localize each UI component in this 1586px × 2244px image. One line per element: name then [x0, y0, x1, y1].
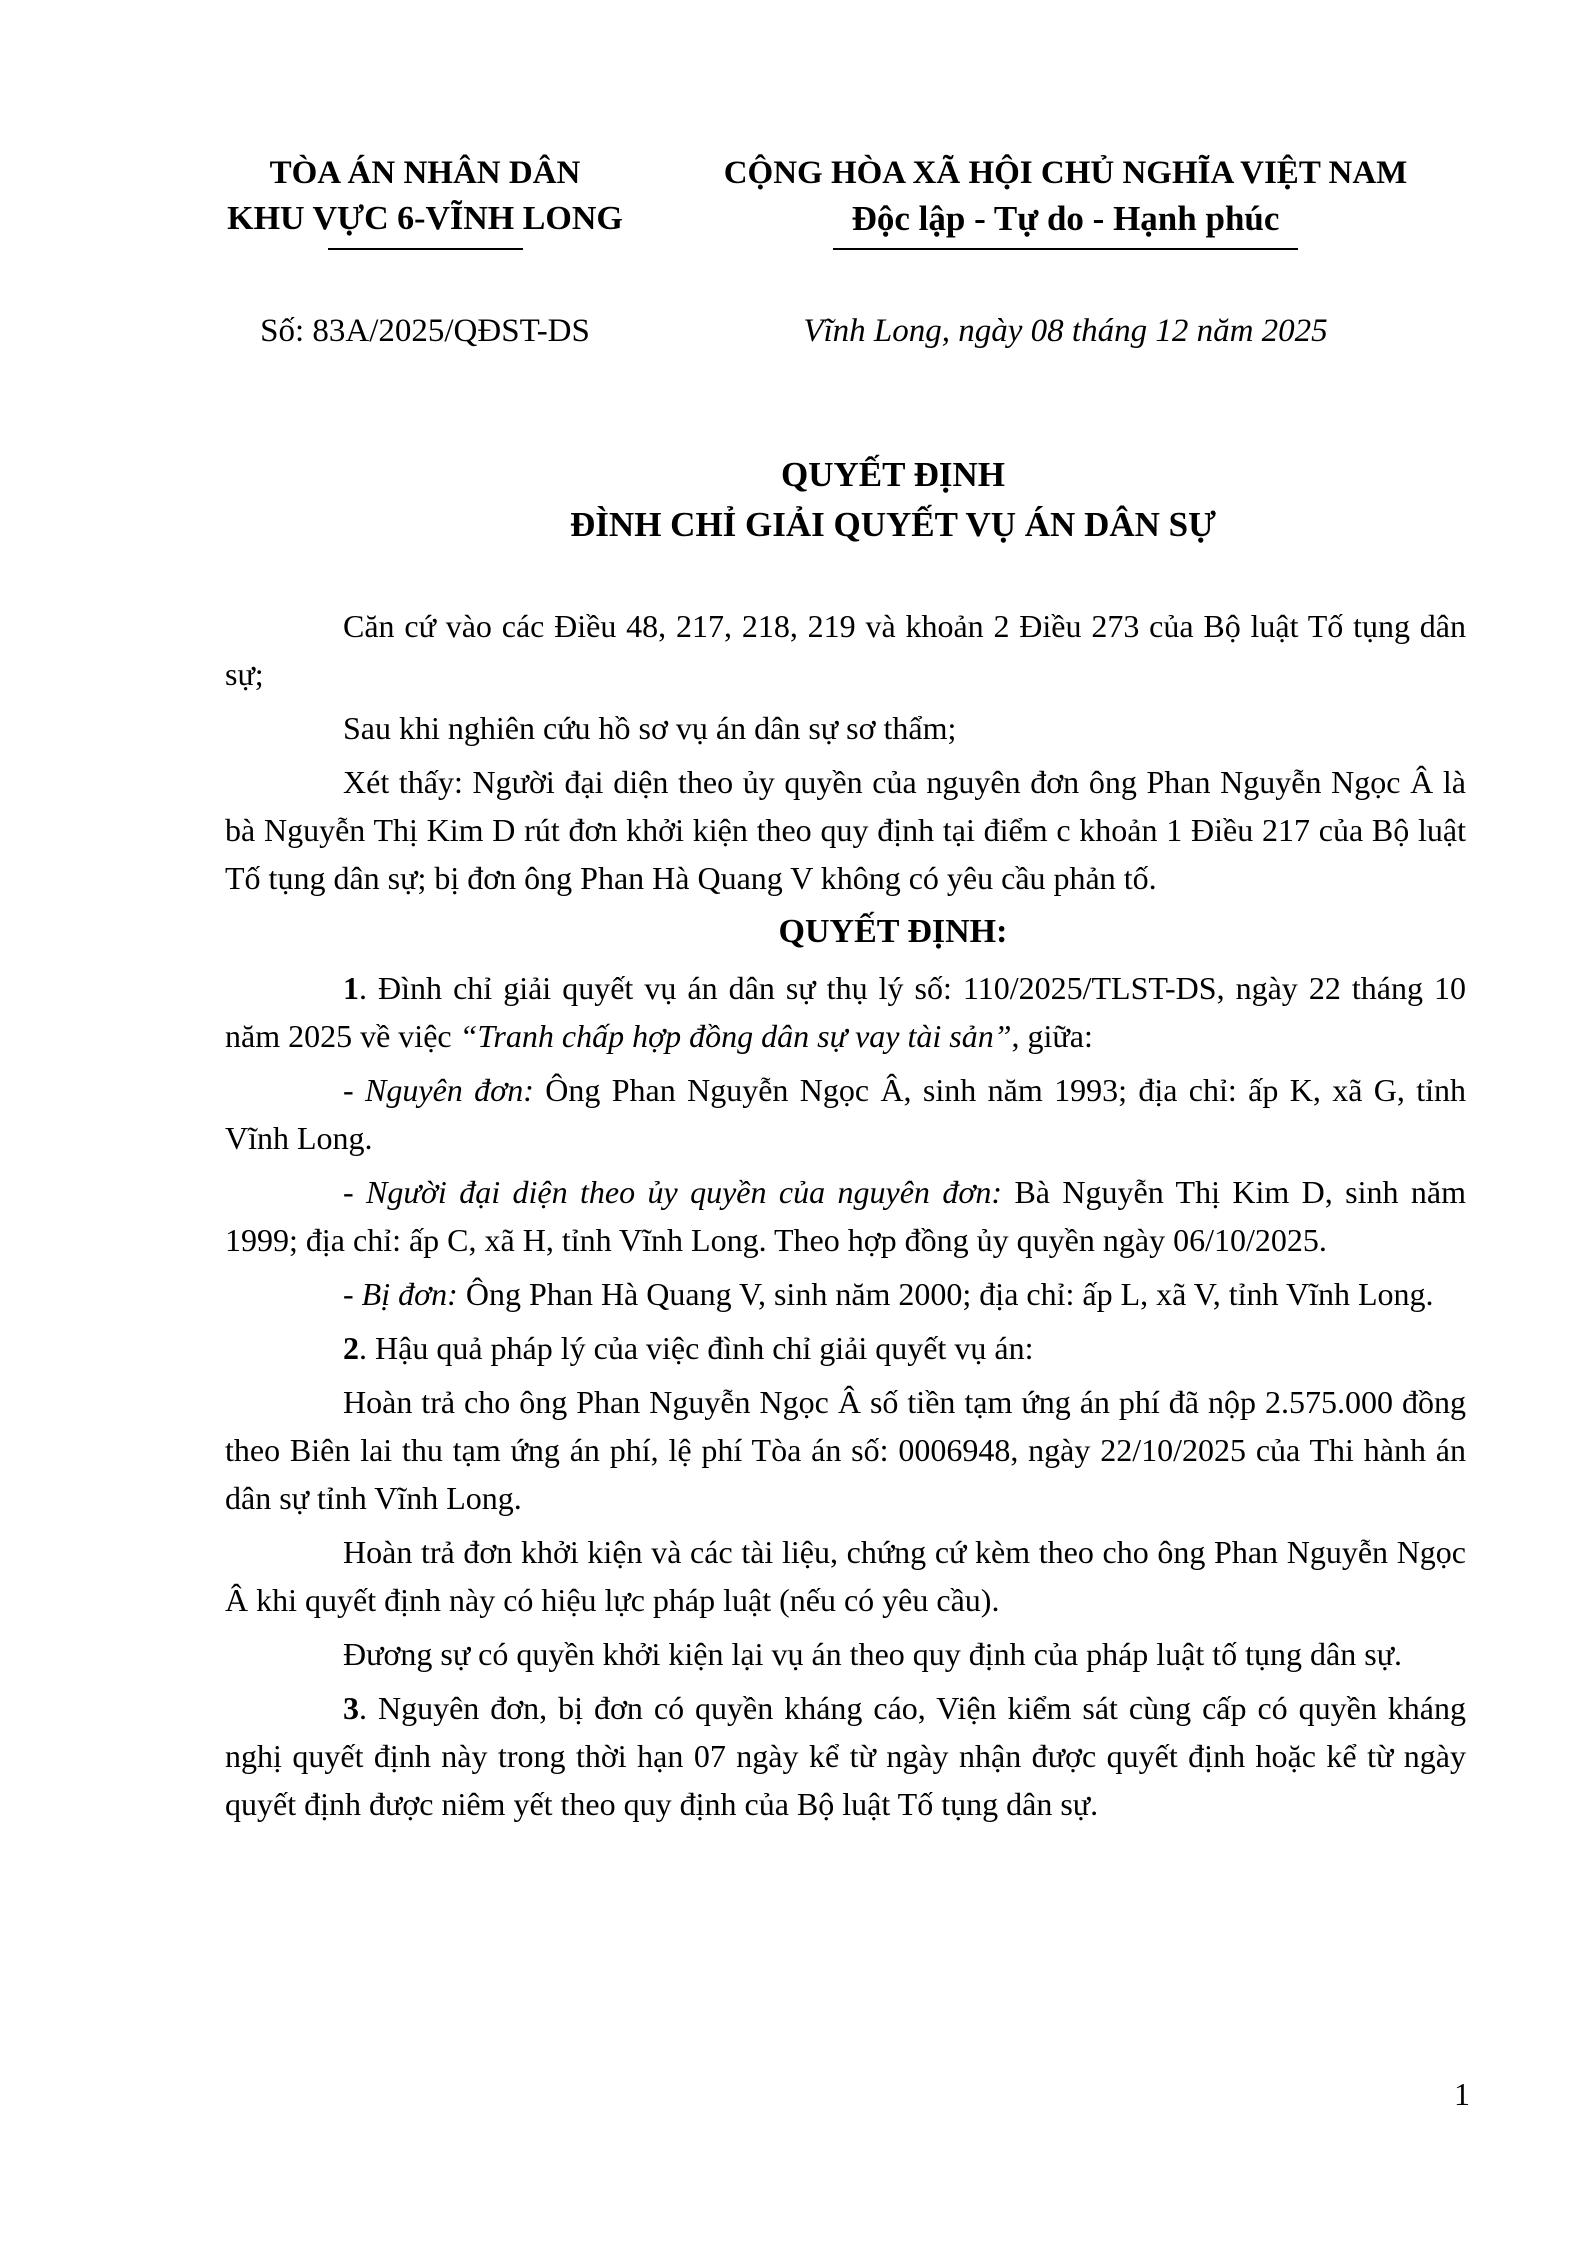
text-run: . Nguyên đơn, bị đơn có quyền kháng cáo, Viện kiểm sát cùng cấp có quyền kháng nghị quyết định này trong thời hạn 07 ngày kể từ ngày nhận được quyết định hoặc kể từ ngày quyết định được niêm yết theo quy định của Bộ luật Tố tụng dân sự.: [225, 1690, 1466, 1822]
text-run: , giữa:: [1011, 1018, 1093, 1054]
text-run: Bà Nguyễn Thị Kim D, sinh năm 1999; địa chỉ: ấp C, xã H, tỉnh Vĩnh Long. Theo hợp đồng ủy quyền ngày 06/10/2025.: [225, 1174, 1467, 1258]
text-run: - Nguyên đơn:: [343, 1072, 546, 1108]
paragraph: [225, 964, 1466, 1060]
paragraph: [225, 1168, 1466, 1264]
text-run: QUYẾT ĐỊNH:: [778, 913, 1008, 950]
national-motto-block: [665, 150, 1466, 250]
text-run: Sau khi nghiên cứu hồ sơ vụ án dân sự sơ thẩm;: [343, 710, 957, 746]
paragraph: [225, 1630, 1466, 1678]
text-run: Ông Phan Nguyễn Ngọc Â, sinh năm 1993; địa chỉ: ấp K, xã G, tỉnh Vĩnh Long.: [225, 1072, 1467, 1156]
document-title: [225, 450, 1466, 550]
text-run: 1: [343, 970, 359, 1006]
paragraph: [225, 1270, 1466, 1318]
paragraph: [225, 1066, 1466, 1162]
court-name-block: [225, 150, 625, 250]
document-body: [225, 602, 1466, 1828]
text-run: Xét thấy: Người đại diện theo ủy quyền của nguyên đơn ông Phan Nguyễn Ngọc Â là bà Nguyễn Thị Kim D rút đơn khởi kiện theo quy định tại điểm c khoản 1 Điều 217 của Bộ luật Tố tụng dân sự; bị đơn ông Phan Hà Quang V không có yêu cầu phản tố.: [225, 764, 1466, 896]
text-run: Hoàn trả đơn khởi kiện và các tài liệu, chứng cứ kèm theo cho ông Phan Nguyễn Ngọc Â khi quyết định này có hiệu lực pháp luật (nếu có yêu cầu).: [225, 1534, 1466, 1618]
text-run: Hoàn trả cho ông Phan Nguyễn Ngọc Â số tiền tạm ứng án phí đã nộp 2.575.000 đồng theo Biên lai thu tạm ứng án phí, lệ phí Tòa án số: 0006948, ngày 22/10/2025 của Thi hành án dân sự tỉnh Vĩnh Long.: [225, 1384, 1466, 1516]
section-heading: [225, 908, 1466, 956]
court-underline: [328, 248, 523, 250]
text-run: 3: [343, 1690, 359, 1726]
title-line2: ĐÌNH CHỈ GIẢI QUYẾT VỤ ÁN DÂN SỰ: [570, 505, 1216, 544]
text-run: 2: [343, 1330, 359, 1366]
paragraph: [225, 1324, 1466, 1372]
motto-underline: [833, 248, 1298, 250]
text-run: Ông Phan Hà Quang V, sinh năm 2000; địa chỉ: ấp L, xã V, tỉnh Vĩnh Long.: [465, 1276, 1434, 1312]
text-run: . Đình chỉ giải quyết vụ án dân sự thụ lý số: 110/2025/TLST-DS, ngày 22 tháng 10 năm 2025 về việc: [225, 970, 1466, 1054]
court-name-line2: KHU VỰC 6-VĨNH LONG: [227, 200, 623, 237]
paragraph: [225, 1528, 1466, 1624]
text-run: - Bị đơn:: [343, 1276, 466, 1312]
document-meta-row: [225, 308, 1466, 354]
text-run: Căn cứ vào các Điều 48, 217, 218, 219 và khoản 2 Điều 273 của Bộ luật Tố tụng dân sự;: [225, 608, 1466, 692]
paragraph: [225, 602, 1466, 698]
court-name-line1: TÒA ÁN NHÂN DÂN: [269, 155, 581, 191]
text-run: “Tranh chấp hợp đồng dân sự vay tài sản”: [459, 1018, 1012, 1054]
paragraph: [225, 758, 1466, 902]
paragraph: [225, 1684, 1466, 1828]
page-number: 1: [1454, 2076, 1470, 2112]
text-run: Đương sự có quyền khởi kiện lại vụ án theo quy định của pháp luật tố tụng dân sự.: [343, 1636, 1403, 1672]
text-run: - Người đại diện theo ủy quyền của nguyên đơn:: [343, 1174, 1015, 1210]
document-header: [225, 150, 1466, 250]
place-and-date: Vĩnh Long, ngày 08 tháng 12 năm 2025: [803, 313, 1328, 349]
national-name: CỘNG HÒA XÃ HỘI CHỦ NGHĨA VIỆT NAM: [723, 155, 1408, 191]
national-motto: Độc lập - Tự do - Hạnh phúc: [851, 199, 1280, 238]
paragraph: [225, 1378, 1466, 1522]
title-line1: QUYẾT ĐỊNH: [781, 455, 1005, 494]
document-number: Số: 83A/2025/QĐST-DS: [260, 313, 590, 349]
text-run: . Hậu quả pháp lý của việc đình chỉ giải quyết vụ án:: [359, 1330, 1034, 1366]
paragraph: [225, 704, 1466, 752]
